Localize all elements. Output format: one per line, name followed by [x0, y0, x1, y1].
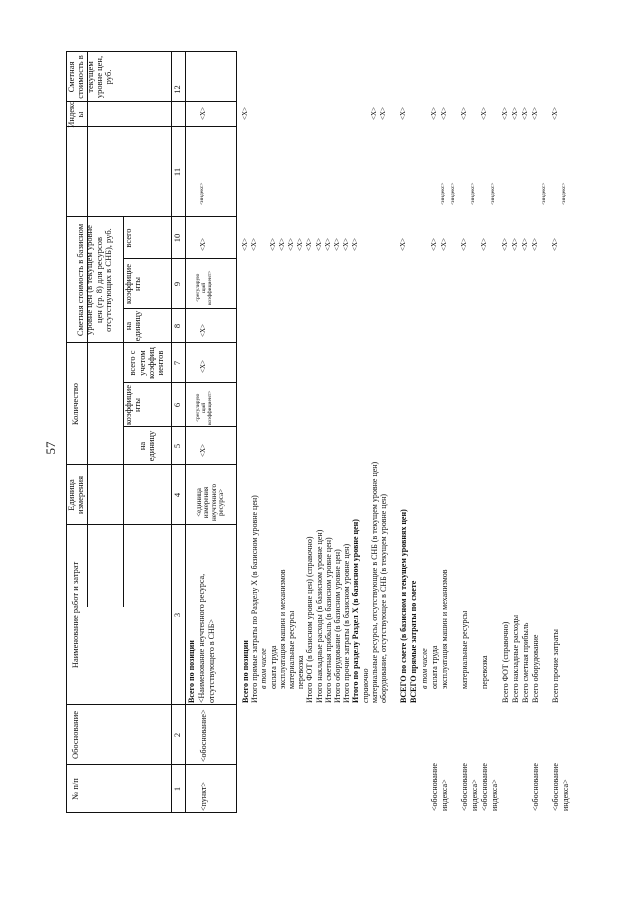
- section-line: Итого прочие затраты (в базисном уровне цен): [342, 543, 352, 703]
- col-number-7: 7: [172, 360, 183, 366]
- section-line: Итого сметная прибыль (в базисном уровне цен): [323, 537, 333, 703]
- col-number-1: 1: [172, 786, 183, 792]
- section-line: Итого ФОТ (в базисном уровне цен) (справочно): [305, 536, 315, 703]
- current-marker: <X>: [531, 107, 539, 120]
- total-marker: <X>: [551, 238, 559, 251]
- total-marker: <X>: [305, 238, 314, 251]
- index-marker: <индекс>: [561, 182, 567, 205]
- item-unit-line2: измерения: [202, 486, 211, 519]
- item-q-per-unit: <X>: [199, 444, 207, 457]
- col-border-0: [66, 812, 237, 813]
- total-line: ВСЕГО по смете (в базисном и текущем уровнях цен): [399, 509, 408, 703]
- header-q-per-unit: на единицу: [136, 430, 156, 462]
- section-line: в том числе: [259, 648, 269, 689]
- item-punkt: <пункт>: [199, 782, 208, 811]
- obosnovanie-label: <обоснование: [460, 763, 469, 811]
- total-marker: <X>: [511, 238, 519, 251]
- item-title: Всего по позиции: [187, 640, 196, 703]
- section-line: оборудование, отсутствующее в СНБ (в текущем уровне цен): [379, 493, 388, 703]
- total-line: Всего накладные расходы: [511, 614, 520, 703]
- item-q-total: <X>: [199, 360, 207, 373]
- total-marker: <X>: [323, 238, 332, 251]
- obosnovanie-label: <обоснование: [430, 763, 439, 811]
- section-line: материальные ресурсы, отсутствующие в СНБ (в текущем уровне цен): [369, 461, 379, 703]
- header-col3: Наименование работ и затрат: [70, 561, 81, 669]
- header-c-total: всего: [123, 228, 133, 248]
- total-marker: <X>: [501, 238, 509, 251]
- obosnovanie-label: индекса>: [440, 779, 449, 811]
- obosnovanie-label: индекса>: [561, 779, 570, 811]
- current-marker: <X>: [511, 107, 519, 120]
- item-obosnovanie: <обоснование>: [199, 709, 208, 762]
- item-q-coef-line1: <регулирую: [195, 393, 201, 422]
- col-number-10: 10: [172, 233, 183, 243]
- index-marker: <индекс>: [450, 182, 456, 205]
- obosnovanie-label: индекса>: [490, 779, 499, 811]
- current-marker: <X>: [521, 107, 529, 120]
- col-number-5: 5: [172, 443, 183, 449]
- total-marker: <X>: [250, 238, 259, 251]
- header-col4: Единица измерения: [66, 476, 86, 514]
- header-col2: Обоснование: [70, 710, 81, 760]
- obosnovanie-label: <обоснование: [531, 763, 540, 811]
- total-marker: <X>: [268, 238, 277, 251]
- item-c-coef: [196, 271, 213, 305]
- item-index: <индекс>: [199, 182, 205, 205]
- total-line: материальные ресурсы: [460, 610, 469, 689]
- total-line: эксплуатация машин и механизмов: [440, 569, 449, 689]
- section-line: оплата труда: [268, 645, 278, 689]
- col-number-12: 12: [172, 85, 183, 94]
- header-q-coef: коэффицие нты: [123, 384, 143, 426]
- index-marker: <индекс>: [470, 182, 476, 205]
- header-current-cost: Сметная стоимость в текущем уровне цен, руб.: [66, 55, 114, 99]
- section-line: Итого прямые затраты по Разделу X (в базисном уровне цен): [250, 495, 260, 703]
- item-c-coef-line1: <регулирую: [195, 273, 201, 302]
- total-marker: <X>: [440, 238, 448, 251]
- item-unit-line3: неучтенного: [209, 483, 218, 521]
- current-marker: <X>: [440, 107, 448, 120]
- total-marker: <X>: [333, 238, 341, 251]
- section-line: перевозка: [296, 655, 306, 689]
- item-name-line2: отсутствующего в СНБ>: [207, 619, 216, 703]
- header-index: Индекс ы: [66, 101, 86, 128]
- item-q-coef: [196, 391, 213, 425]
- header-cost-group: Сметная стоимость в базисном уровне цен (в текущем уровне цен (гр. 8) для ресурсов отсутствующих в СНБ), руб.: [74, 223, 113, 337]
- col-number-9: 9: [172, 281, 183, 287]
- total-marker: <X>: [241, 238, 249, 251]
- section-line: материальные ресурсы: [287, 610, 296, 689]
- total-marker: <X>: [430, 238, 438, 251]
- header-c-coef: коэффицие нты: [123, 263, 143, 305]
- total-marker: <X>: [531, 238, 539, 251]
- current-marker: <X>: [379, 107, 387, 120]
- current-marker: <X>: [460, 107, 468, 120]
- header-quantity: Количество: [70, 382, 81, 426]
- total-line: в том числе: [420, 648, 429, 689]
- section-line: Итого накладные расходы (в базисном уровне цен): [314, 529, 324, 703]
- section-line: Итого оборудование (в базисном уровне цен): [333, 549, 342, 703]
- current-marker: <X>: [430, 107, 438, 120]
- total-marker: <X>: [342, 238, 351, 251]
- section-line: справочно: [360, 668, 370, 703]
- header-col1: № п/п: [70, 778, 81, 800]
- col-border-2: [66, 704, 237, 705]
- current-marker: <X>: [551, 107, 559, 120]
- current-marker: <X>: [501, 107, 509, 120]
- item-unit-line1: <единица: [195, 488, 203, 517]
- header-q-total: всего с учетом коэффиц иентов: [127, 347, 166, 379]
- item-unit: [196, 484, 225, 521]
- total-marker: <X>: [296, 238, 305, 251]
- obosnovanie-label: индекса>: [470, 779, 479, 811]
- item-c-coef-line2: щий: [200, 282, 207, 293]
- obosnovanie-label: <обоснование: [480, 763, 489, 811]
- item-current-cost: <X>: [199, 107, 207, 120]
- total-marker: <X>: [480, 238, 488, 251]
- total-line: Всего ФОТ (справочно): [501, 621, 510, 703]
- item-q-coef-line2: щий: [200, 402, 207, 413]
- total-marker: <X>: [277, 238, 286, 251]
- col-number-8: 8: [172, 323, 183, 329]
- item-c-coef-line3: коэффициент>: [206, 270, 213, 305]
- total-line: ВСЕГО прямые затраты по смете: [409, 580, 418, 703]
- total-line: перевозка: [480, 655, 489, 689]
- col-number-3: 3: [172, 612, 183, 618]
- total-marker: <X>: [351, 238, 360, 251]
- obosnovanie-label: <обоснование: [551, 763, 560, 811]
- total-marker: <X>: [521, 238, 529, 251]
- col-number-row-bottom: [185, 52, 186, 813]
- total-line: оплата труда: [430, 645, 439, 689]
- total-line: Всего прочие затраты: [551, 629, 560, 703]
- index-marker: <индекс>: [490, 182, 496, 205]
- current-marker: <X>: [399, 107, 407, 120]
- section-line: Всего по позиции: [241, 640, 250, 703]
- col-number-2: 2: [172, 732, 183, 738]
- col-number-11: 11: [172, 167, 183, 177]
- current-marker: <X>: [480, 107, 488, 120]
- item-c-per-unit: <X>: [199, 324, 207, 337]
- index-marker: <индекс>: [541, 182, 547, 205]
- total-marker: <X>: [287, 238, 295, 251]
- col-border-1: [66, 764, 237, 765]
- page-number: 57: [43, 441, 58, 455]
- header-c-per-unit: на единицу: [123, 310, 143, 342]
- item-row-bottom: [236, 52, 237, 813]
- item-c-total: <X>: [199, 238, 207, 251]
- section-line: эксплуатация машин и механизмов: [277, 569, 287, 689]
- item-unit-line4: ресурса>: [217, 488, 226, 516]
- item-q-coef-line3: коэффициент>: [206, 390, 213, 425]
- current-marker: <X>: [241, 107, 249, 120]
- total-line: Всего сметная прибыль: [521, 622, 530, 703]
- section-line: Итого по разделу Раздел X (в базисном уровне цен): [351, 519, 361, 703]
- total-marker: <X>: [314, 238, 323, 251]
- index-marker: <индекс>: [440, 182, 446, 205]
- total-marker: <X>: [399, 238, 407, 251]
- item-name-line1: <Наименование неучтенного ресурса,: [197, 573, 206, 703]
- total-marker: <X>: [460, 238, 468, 251]
- col-number-4: 4: [172, 492, 183, 498]
- total-line: Всего оборудование: [531, 634, 540, 703]
- current-marker: <X>: [369, 107, 378, 120]
- col-number-6: 6: [172, 402, 183, 408]
